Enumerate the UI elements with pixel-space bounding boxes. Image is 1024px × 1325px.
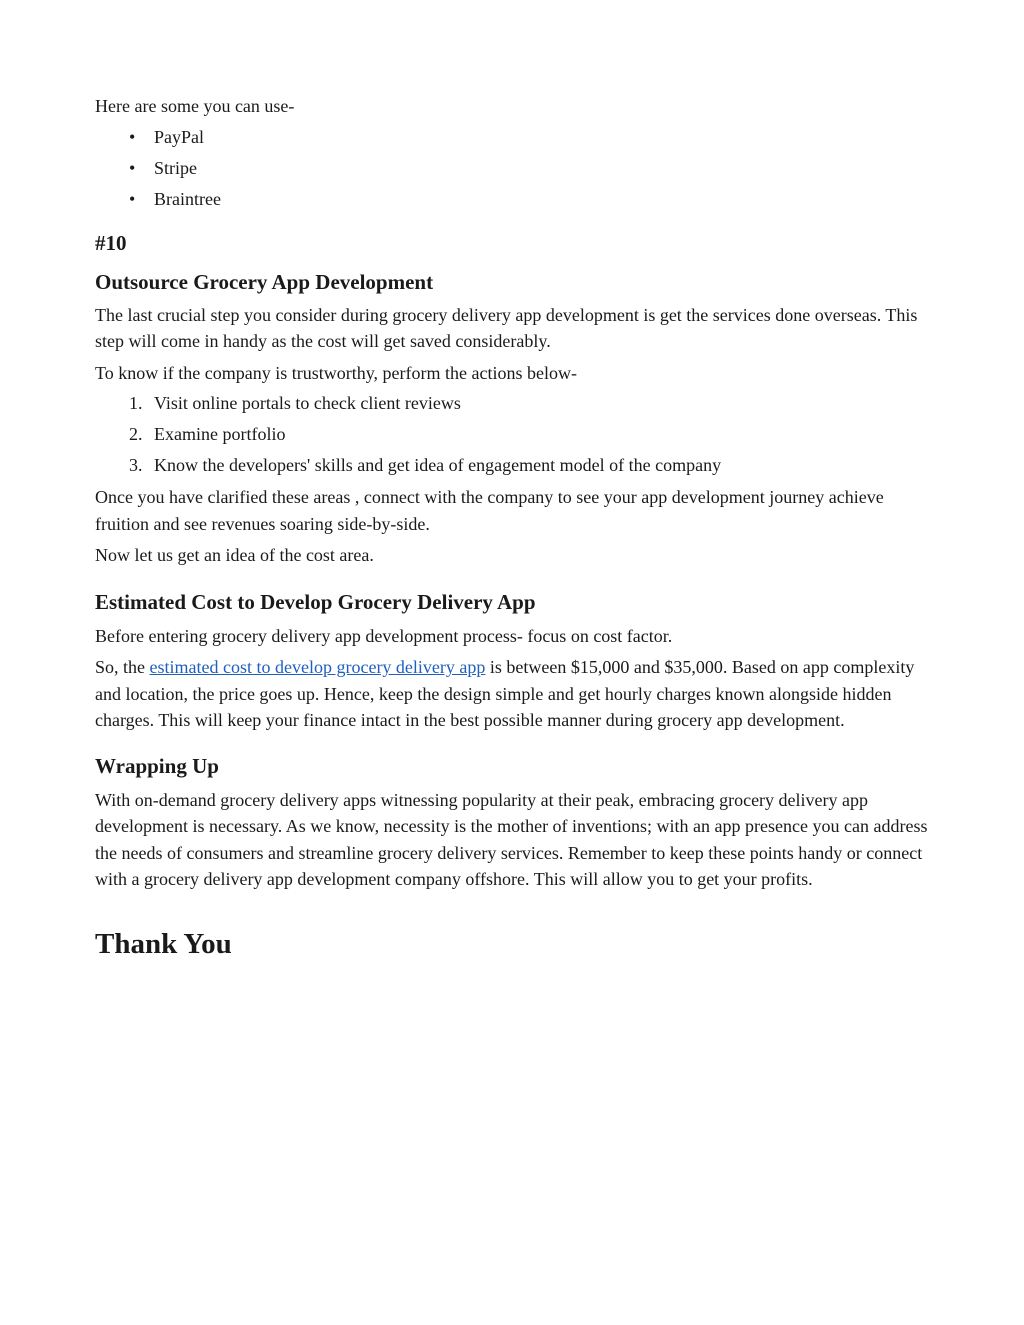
paragraph: The last crucial step you consider during grocery delivery app development is get the services done overseas. This step will come in handy as the cost will get saved considerably. — [95, 304, 918, 351]
paragraph: To know if the company is trustworthy, perform the actions below- — [95, 362, 577, 383]
section-title-outsource: Outsource Grocery App Development — [95, 269, 434, 294]
paragraph: With on-demand grocery delivery apps witnessing popularity at their peak, embracing grocery delivery app development is necessary. As we know, necessity is the mother of inventions; with an app presence you can address the needs of consumers and streamline grocery delivery services. Remember to keep these points handy or connect with a grocery delivery app development company offshore. This will allow you to get your profits. — [95, 789, 928, 889]
list-item: • PayPal — [154, 122, 931, 153]
list-item: • Stripe — [154, 153, 931, 184]
closing-heading: Thank You — [95, 927, 232, 960]
section-title-cost: Estimated Cost to Develop Grocery Delivery App — [95, 589, 536, 614]
paragraph: Before entering grocery delivery app development process- focus on cost factor. — [95, 625, 673, 646]
payment-options-list — [95, 122, 931, 215]
list-item: 1. Visit online portals to check client reviews — [129, 393, 461, 413]
paragraph: Once you have clarified these areas , connect with the company to see your app development journey achieve fruition and see revenues soaring side-by-side. — [95, 487, 884, 534]
list-item: 3. Know the developers' skills and get idea of engagement model of the company — [129, 455, 722, 475]
paragraph: Now let us get an idea of the cost area. — [95, 545, 374, 565]
paragraph-cost: So, the estimated cost to develop grocery delivery app is between $15,000 and $35,000. Based on app complexity and location, the price goes up. Hence, keep the design simple and get hourly charges known alongside hidden charges. This will keep your finance intact in the best possible manner during grocery app development. — [95, 657, 915, 730]
cost-estimate-link[interactable]: estimated cost to develop grocery delivery app — [149, 657, 486, 677]
section-number: #10 — [95, 230, 127, 255]
list-item: 2. Examine portfolio — [129, 424, 286, 444]
list-item: • Braintree — [154, 184, 931, 215]
section-title-wrapping-up: Wrapping Up — [95, 753, 219, 778]
steps-list — [95, 388, 931, 481]
document-page — [95, 93, 931, 961]
intro-text: Here are some you can use- — [95, 96, 295, 116]
